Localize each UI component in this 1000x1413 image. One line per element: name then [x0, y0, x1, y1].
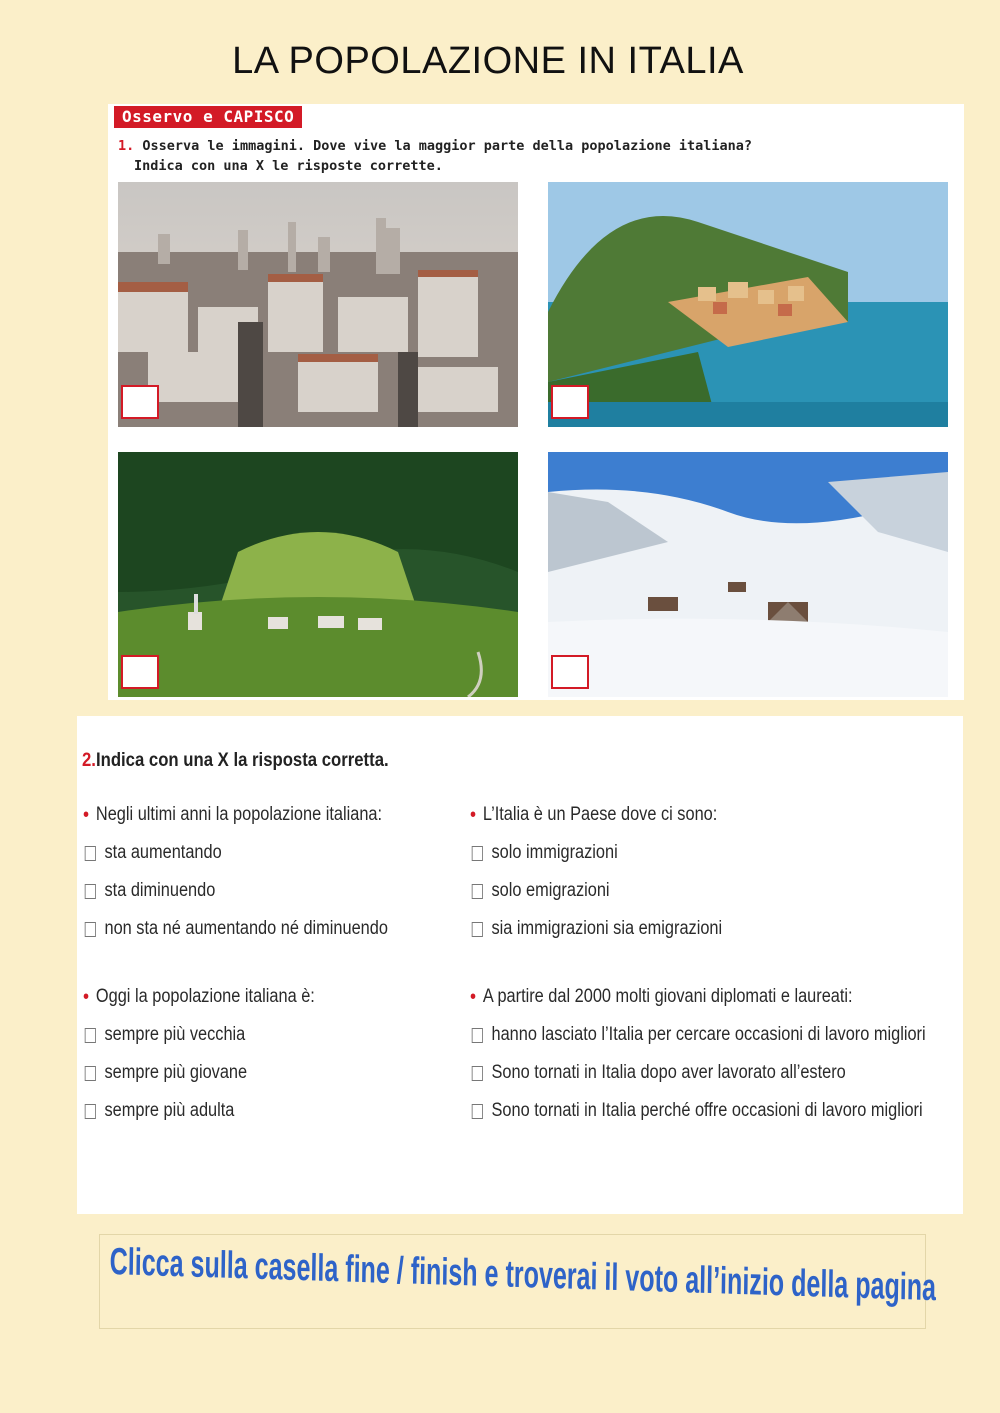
snow-photo	[548, 452, 948, 697]
checkbox-icon[interactable]	[85, 1028, 96, 1043]
right-column	[470, 796, 952, 1130]
answer-checkbox-valley[interactable]	[121, 655, 159, 689]
checkbox-icon[interactable]	[472, 884, 483, 899]
option-item[interactable]: sempre più vecchia	[83, 1016, 388, 1054]
question-2	[82, 750, 389, 772]
answer-checkbox-coast[interactable]	[551, 385, 589, 419]
question-1-number: 1.	[118, 138, 135, 154]
section-questions	[77, 716, 963, 1214]
group-prompt: • Negli ultimi anni la popolazione italiana:	[83, 796, 388, 834]
checkbox-icon[interactable]	[85, 1066, 96, 1081]
question-1-line2: Indica con una X le risposte corrette.	[134, 158, 443, 174]
option-item[interactable]: sta aumentando	[83, 834, 388, 872]
option-item[interactable]: sempre più adulta	[83, 1092, 388, 1130]
option-item[interactable]: non sta né aumentando né diminuendo	[83, 910, 388, 948]
question-2-text: Indica con una X la risposta corretta.	[95, 750, 389, 771]
page-title: LA POPOLAZIONE IN ITALIA	[232, 40, 744, 82]
checkbox-icon[interactable]	[472, 1028, 483, 1043]
answer-checkbox-city[interactable]	[121, 385, 159, 419]
checkbox-icon[interactable]	[85, 1104, 96, 1119]
bullet-icon: •	[470, 986, 477, 1008]
section-observe	[108, 104, 964, 700]
option-item[interactable]: Sono tornati in Italia perché offre occasioni di lavoro migliori	[470, 1092, 952, 1130]
group-prompt: • A partire dal 2000 molti giovani diplomati e laureati:	[470, 978, 952, 1016]
city-photo	[118, 182, 518, 427]
checkbox-icon[interactable]	[472, 922, 483, 937]
question-1	[118, 136, 752, 176]
bullet-icon: •	[83, 986, 90, 1008]
option-item[interactable]: sia immigrazioni sia emigrazioni	[470, 910, 952, 948]
checkbox-icon[interactable]	[472, 846, 483, 861]
group-prompt: • Oggi la popolazione italiana è:	[83, 978, 388, 1016]
checkbox-icon[interactable]	[472, 1104, 483, 1119]
option-item[interactable]: solo immigrazioni	[470, 834, 952, 872]
checkbox-icon[interactable]	[85, 922, 96, 937]
left-column	[83, 796, 388, 1130]
section-tag: Osservo e CAPISCO	[114, 106, 302, 128]
group-prompt: • L’Italia è un Paese dove ci sono:	[470, 796, 952, 834]
option-item[interactable]: sta diminuendo	[83, 872, 388, 910]
checkbox-icon[interactable]	[472, 1066, 483, 1081]
bullet-icon: •	[470, 804, 477, 826]
valley-photo	[118, 452, 518, 697]
question-2-number: 2.	[82, 750, 96, 771]
option-item[interactable]: solo emigrazioni	[470, 872, 952, 910]
question-1-line1: Osserva le immagini. Dove vive la maggior parte della popolazione italiana?	[142, 138, 752, 154]
checkbox-icon[interactable]	[85, 846, 96, 861]
answer-checkbox-snow[interactable]	[551, 655, 589, 689]
option-item[interactable]: hanno lasciato l’Italia per cercare occasioni di lavoro migliori	[470, 1016, 952, 1054]
coast-photo	[548, 182, 948, 427]
option-item[interactable]: sempre più giovane	[83, 1054, 388, 1092]
finish-instruction-box	[99, 1234, 937, 1329]
option-item[interactable]: Sono tornati in Italia dopo aver lavorato all’estero	[470, 1054, 952, 1092]
finish-instruction-text: Clicca sulla casella fine / finish e troverai il voto all’inizio della pagina	[109, 1241, 937, 1310]
bullet-icon: •	[83, 804, 90, 826]
checkbox-icon[interactable]	[85, 884, 96, 899]
